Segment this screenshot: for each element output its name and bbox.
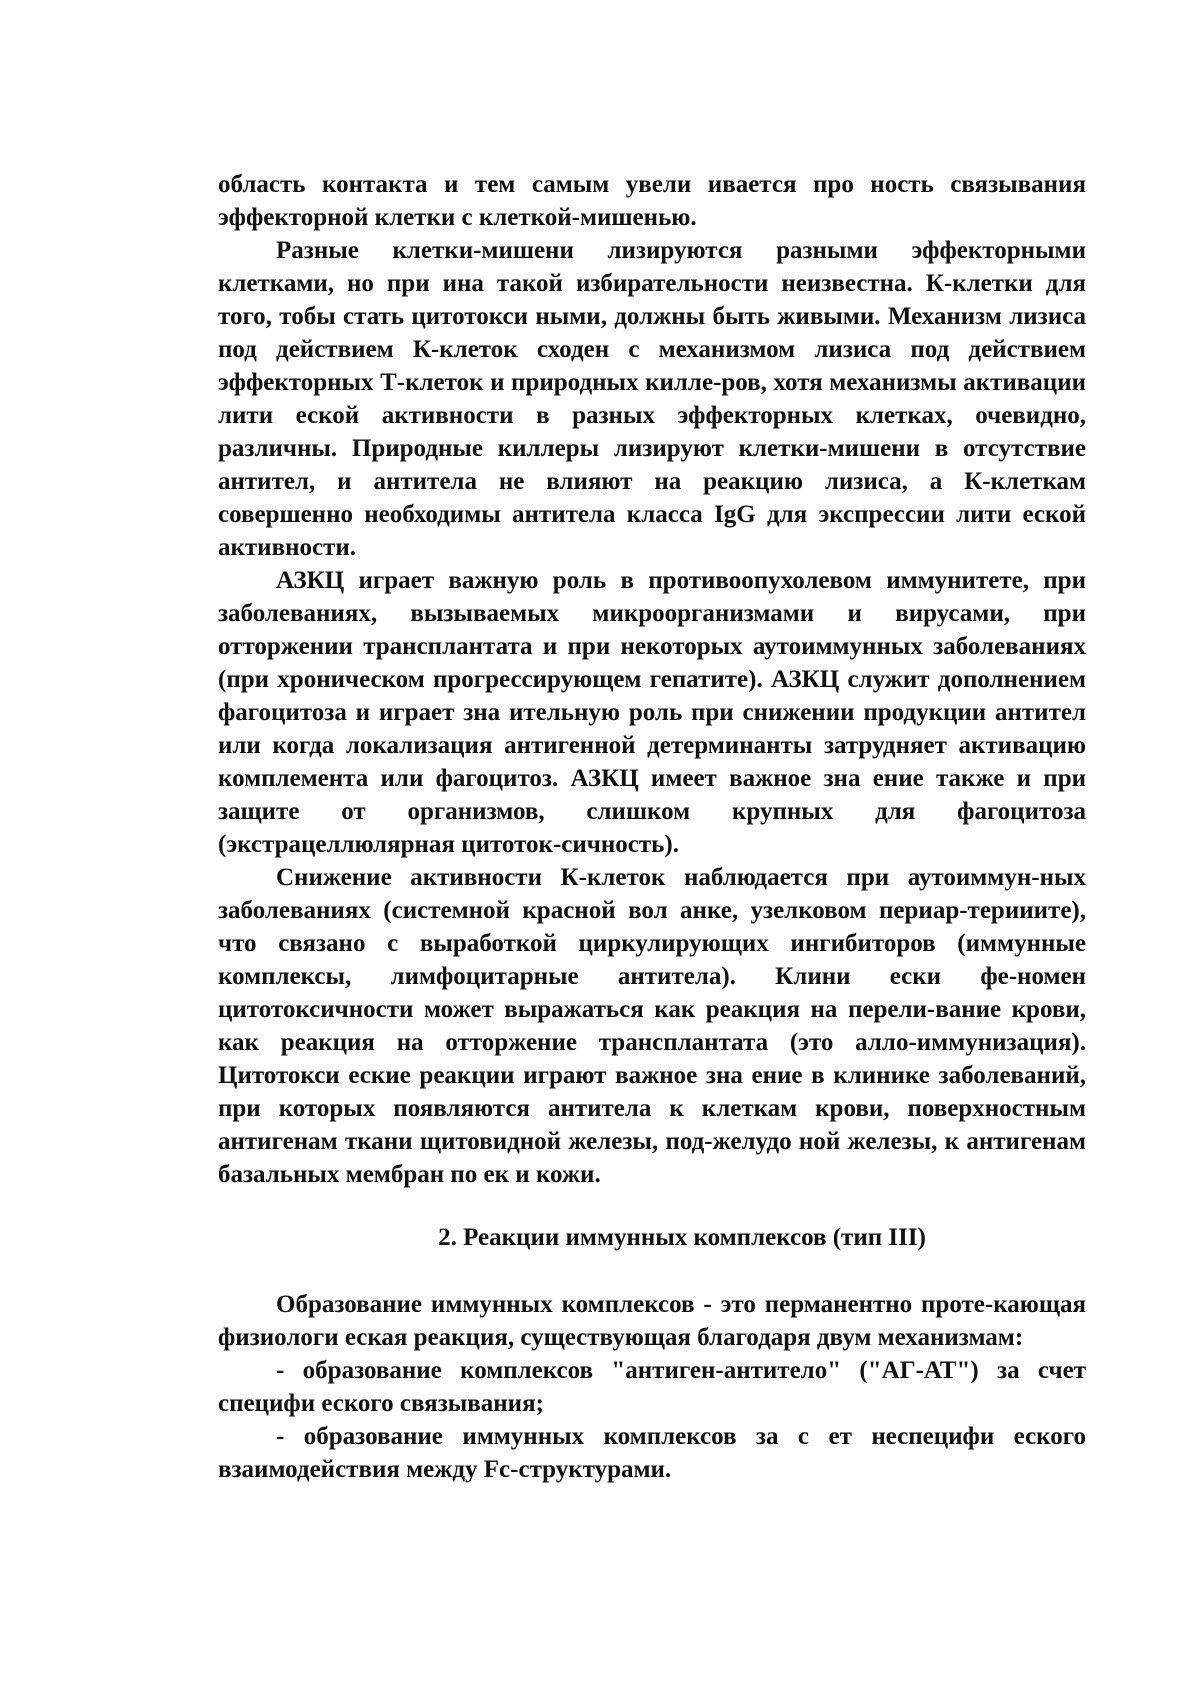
section-heading: 2. Реакции иммунных комплексов (тип III) [438,1224,926,1251]
document-body [218,168,1086,1486]
paragraph-adcc-role: АЗКЦ играет важную роль в противоопухолевом иммунитете, при заболеваниях, вызываемых микроорганизмами и вирусами, при отторжении трансплантата и при некоторых аутоиммунных заболеваниях (при хроническом прогрессирующем гепатите). АЗКЦ служит дополнением фагоцитоза и играет зна ительную роль при снижении продукции антител или когда локализация антигенной детерминанты затрудняет активацию комплемента или фагоцитоз. АЗКЦ имеет важное зна ение также и при защите от организмов, слишком крупных для фагоцитоза (экстрацеллюлярная цитоток-сичность). [218,567,1086,858]
paragraph-k-cell-activity: Снижение активности К-клеток наблюдается при аутоиммун-ных заболеваниях (системной красной вол анке, узелковом периар-терииите), что связано с выработкой циркулирующих ингибиторов (иммунные комплексы, лимфоцитарные антитела). Клини ески фе-номен цитотоксичности может выражаться как реакция на перели-вание крови, как реакция на отторжение трансплантата (это алло-иммунизация). Цитотокси еские реакции играют важное зна ение в клинике заболеваний, при которых появляются антитела к клеткам крови, поверхностным антигенам ткани щитовидной железы, под-желудо ной железы, к антигенам базальных мембран по ек и кожи. [218,864,1086,1188]
paragraph-immune-complexes: Образование иммунных комплексов - это перманентно проте-кающая физиологи еская реакция, существующая благодаря двум механизмам: [218,1291,1086,1351]
list-item-specific-binding: - образование комплексов "антиген-антитело" ("АГ-АТ") за счет специфи еского связывания; [218,1357,1086,1417]
list-item-nonspecific-binding: - образование иммунных комплексов за с ет неспецифи еского взаимодействия между Fc-структурами. [218,1423,1086,1483]
paragraph-continuation: область контакта и тем самым увели ивается про ность связывания эффекторной клетки с клеткой-мишенью. [218,171,1086,231]
paragraph-target-cells: Разные клетки-мишени лизируются разными эффекторными клетками, но при ина такой избирательности неизвестна. К-клетки для того, тобы стать цитотокси ными, должны быть живыми. Механизм лизиса под действием К-клеток сходен с механизмом лизиса под действием эффекторных Т-клеток и природных килле-ров, хотя механизмы активации лити еской активности в разных эффекторных клетках, очевидно, различны. Природные киллеры лизируют клетки-мишени в отсутствие антител, и антитела не влияют на реакцию лизиса, а К-клеткам совершенно необходимы антитела класса IgG для экспрессии лити еской активности. [218,237,1086,561]
